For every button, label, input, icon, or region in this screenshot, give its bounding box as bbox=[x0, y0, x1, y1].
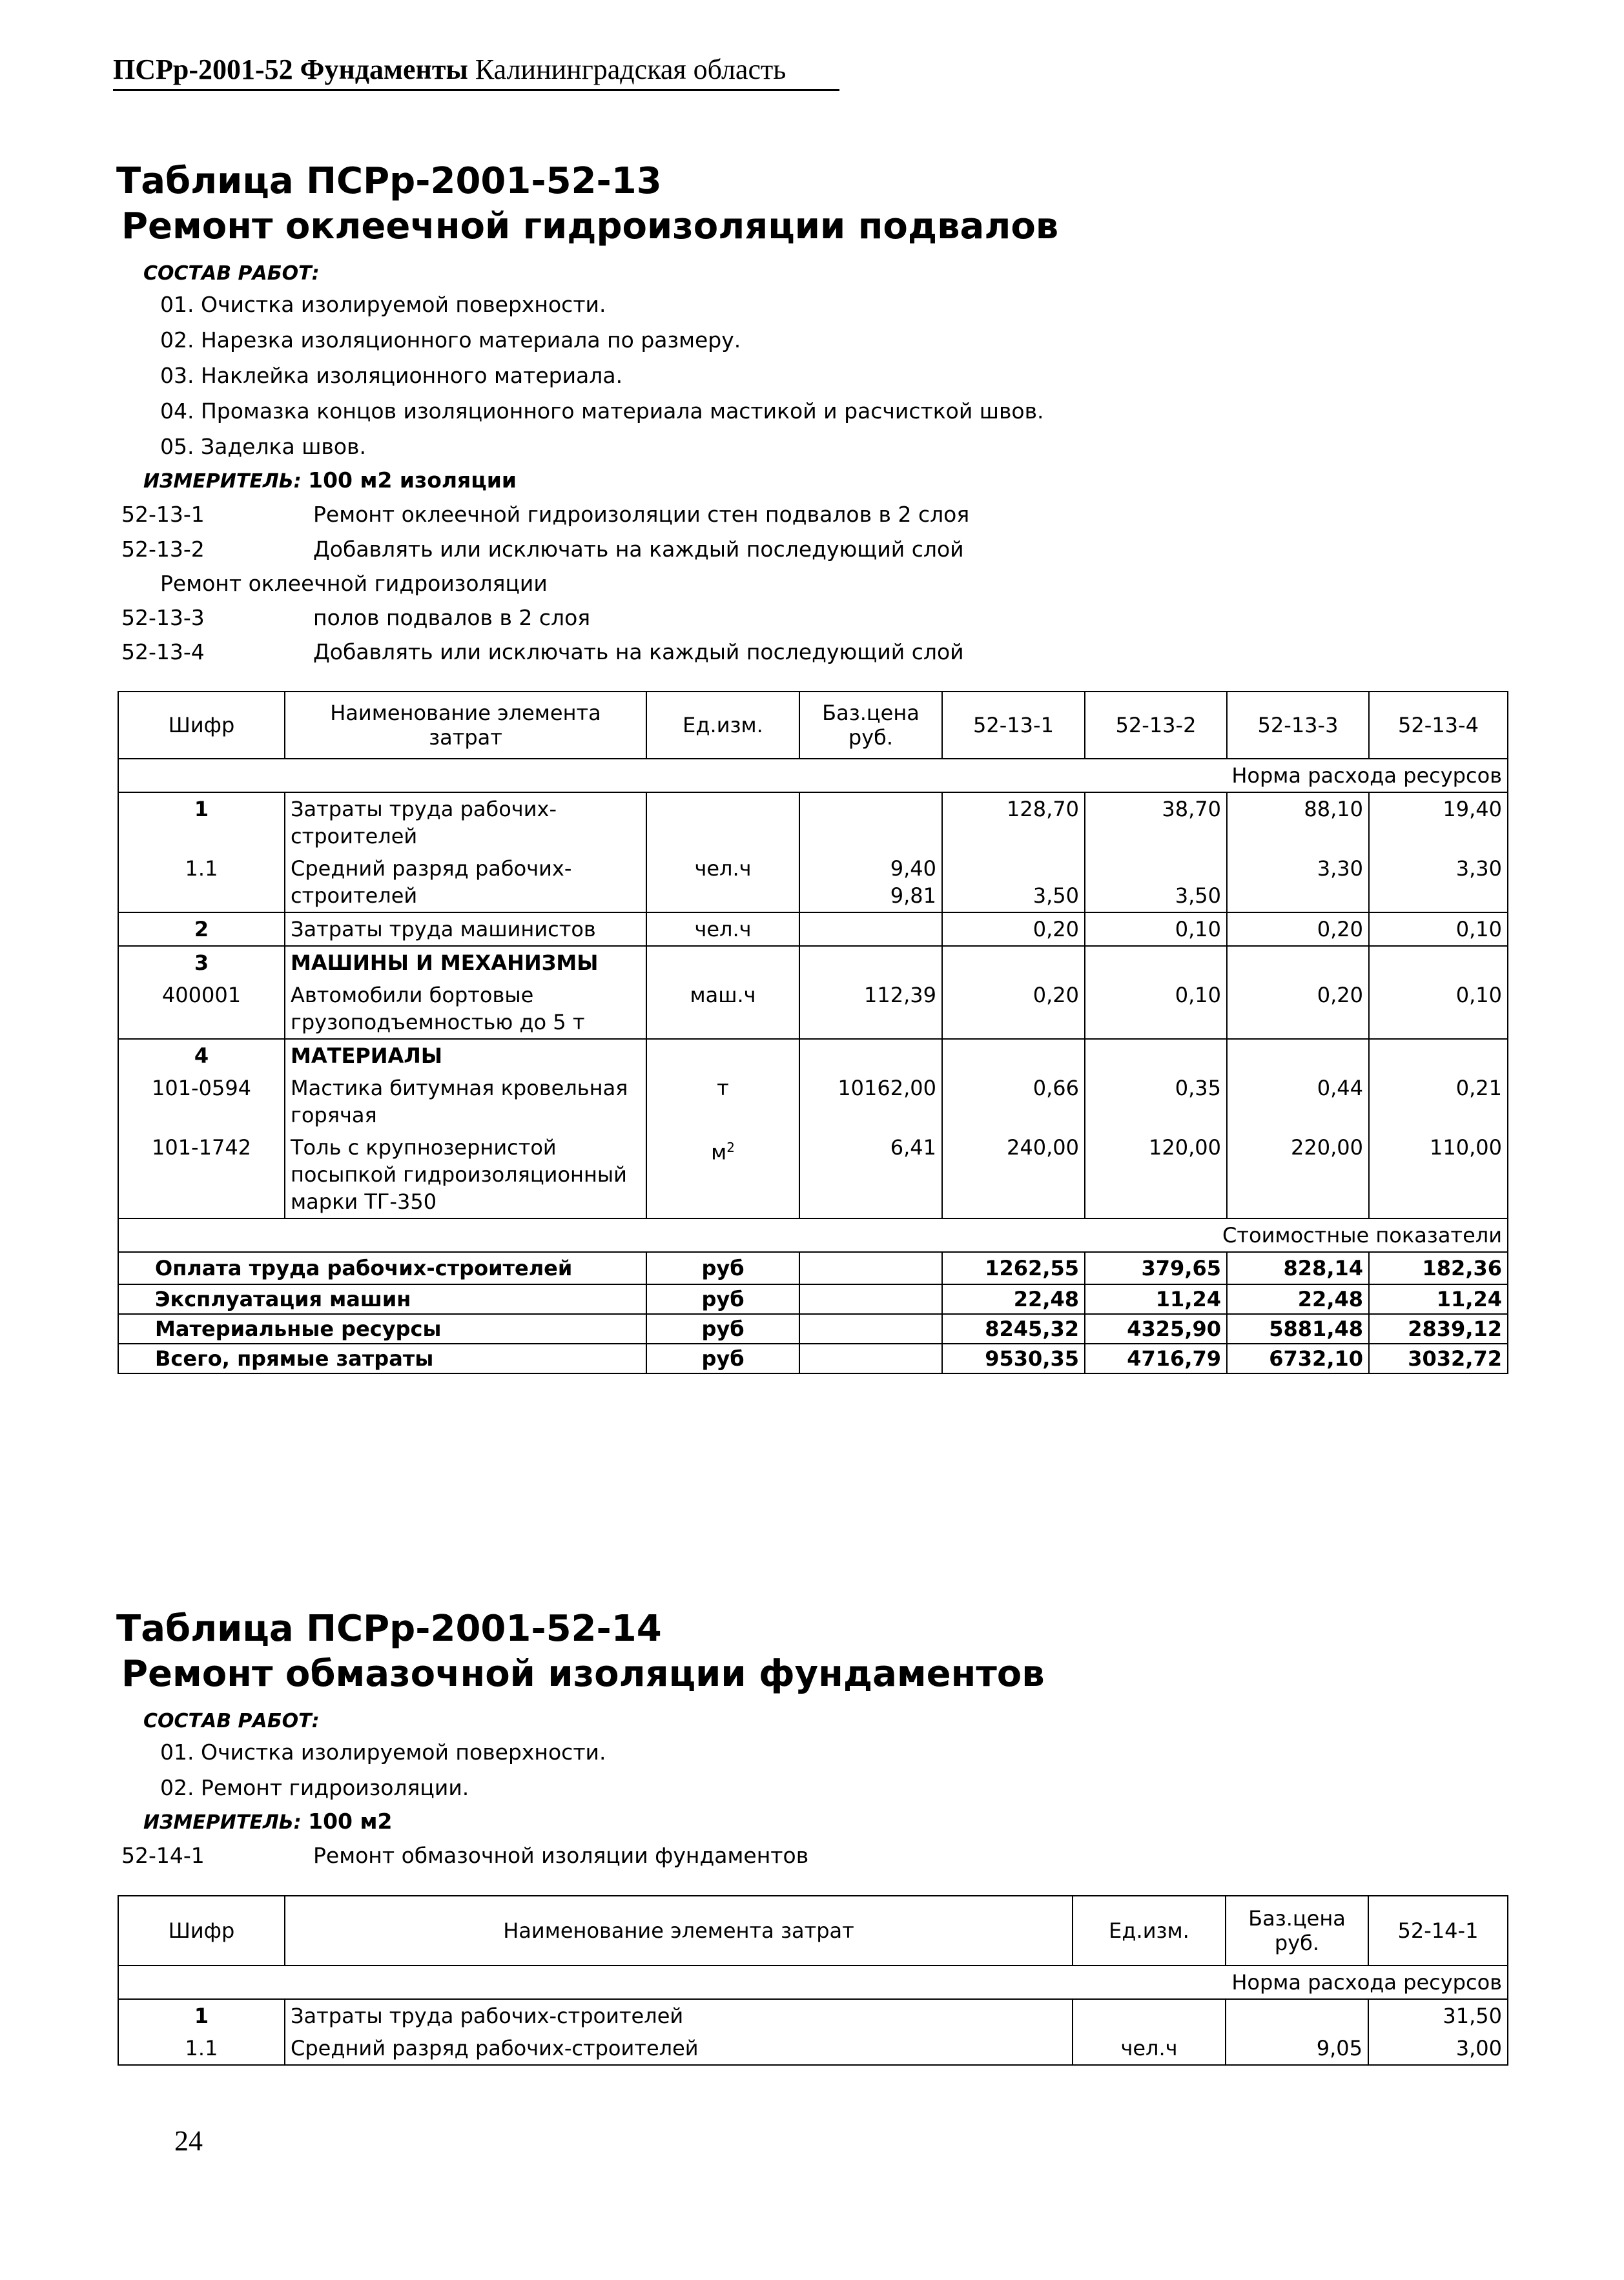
header-region: Калининградская область bbox=[475, 54, 786, 85]
totals-value: 22,48 bbox=[1227, 1284, 1369, 1314]
cell-name: Затраты труда рабочих-строителей bbox=[285, 1999, 1073, 2032]
table-13-work-1: 01. Очистка изолируемой поверхности. bbox=[160, 292, 606, 317]
cell-unit-base: м bbox=[711, 1140, 727, 1165]
cell-empty bbox=[799, 1252, 942, 1284]
col-header: 52-14-1 bbox=[1368, 1896, 1508, 1966]
col-header: Шифр bbox=[118, 692, 285, 759]
cell-code: 4 bbox=[118, 1039, 285, 1072]
cell-code: 3 bbox=[118, 946, 285, 979]
cell-name: Затраты труда машинистов bbox=[285, 912, 646, 946]
totals-value: 2839,12 bbox=[1369, 1314, 1508, 1344]
cell-empty bbox=[1227, 1039, 1369, 1072]
totals-unit: руб bbox=[646, 1252, 799, 1284]
cell-unit: маш.ч bbox=[646, 979, 799, 1039]
totals-value: 8245,32 bbox=[942, 1314, 1085, 1344]
cell-empty bbox=[1369, 1039, 1508, 1072]
table-13-izmeritel bbox=[143, 467, 517, 493]
cell-empty bbox=[942, 1039, 1085, 1072]
totals-value: 1262,55 bbox=[942, 1252, 1085, 1284]
cell-value: 0,10 bbox=[1085, 912, 1227, 946]
header-code: ПСРр-2001-52 Фундаменты bbox=[113, 54, 468, 85]
cell-value: 0,20 bbox=[942, 912, 1085, 946]
table-14-sostav-label: СОСТАВ РАБОТ: bbox=[143, 1710, 320, 1732]
table-section-row bbox=[118, 1039, 1508, 1072]
table-13-work-3: 03. Наклейка изоляционного материала. bbox=[160, 363, 623, 388]
cell-name: Толь с крупнозернистой посыпкой гидроизоляционный марки ТГ-350 bbox=[285, 1131, 646, 1218]
table-14-work-1: 01. Очистка изолируемой поверхности. bbox=[160, 1740, 606, 1765]
cell-empty bbox=[1369, 946, 1508, 979]
cell-unit: чел.ч bbox=[1073, 2032, 1226, 2065]
cell-code: 2 bbox=[118, 912, 285, 946]
table-row bbox=[118, 1131, 1508, 1218]
table-header-row bbox=[118, 1896, 1508, 1966]
cell-value: 0,44 bbox=[1227, 1072, 1369, 1131]
cell-value: 0,66 bbox=[942, 1072, 1085, 1131]
table-13-work-4: 04. Промазка концов изоляционного материала мастикой и расчисткой швов. bbox=[160, 398, 1044, 424]
table-row bbox=[118, 1999, 1508, 2032]
table-13 bbox=[118, 691, 1508, 1374]
cell-value: 240,00 bbox=[942, 1131, 1085, 1218]
table-14-subtitle: Ремонт обмазочной изоляции фундаментов bbox=[121, 1653, 1045, 1695]
table-row bbox=[118, 979, 1508, 1039]
totals-unit: руб bbox=[646, 1344, 799, 1373]
totals-value: 6732,10 bbox=[1227, 1344, 1369, 1373]
totals-row bbox=[118, 1344, 1508, 1373]
table-section-row bbox=[118, 946, 1508, 979]
cell-price bbox=[799, 792, 942, 852]
cell-code: 101-1742 bbox=[118, 1131, 285, 1218]
section-row bbox=[118, 1218, 1508, 1252]
cell-price: 112,39 bbox=[799, 979, 942, 1039]
totals-row bbox=[118, 1284, 1508, 1314]
col-header: 52-13-1 bbox=[942, 692, 1085, 759]
cell-code: 1.1 bbox=[118, 852, 285, 912]
table-row bbox=[118, 792, 1508, 852]
section-cost-label: Стоимостные показатели bbox=[118, 1218, 1508, 1252]
col-header: Шифр bbox=[118, 1896, 285, 1966]
col-header: 52-13-2 bbox=[1085, 692, 1227, 759]
table-row bbox=[118, 1072, 1508, 1131]
norm-code: 52-13-3 bbox=[121, 605, 205, 630]
table-13-title: Таблица ПСРр-2001-52-13 bbox=[116, 160, 662, 202]
totals-value: 9530,35 bbox=[942, 1344, 1085, 1373]
totals-value: 11,24 bbox=[1085, 1284, 1227, 1314]
cell-code: 400001 bbox=[118, 979, 285, 1039]
page-number: 24 bbox=[174, 2125, 203, 2157]
cell-value: 3,30 bbox=[1369, 852, 1508, 912]
totals-name: Материальные ресурсы bbox=[118, 1314, 646, 1344]
section-row bbox=[118, 1966, 1508, 1999]
cell-empty bbox=[799, 1284, 942, 1314]
col-header: Наименование элемента затрат bbox=[285, 1896, 1073, 1966]
table-14-izmeritel bbox=[143, 1809, 392, 1834]
cell-value: 19,40 bbox=[1369, 792, 1508, 852]
cell-price bbox=[799, 852, 942, 912]
cell-code: 1 bbox=[118, 792, 285, 852]
table-row bbox=[118, 852, 1508, 912]
table-14-title: Таблица ПСРр-2001-52-14 bbox=[116, 1608, 662, 1650]
section-norm-label: Норма расхода ресурсов bbox=[118, 1966, 1508, 1999]
cell-empty bbox=[799, 1039, 942, 1072]
cell-value: 3,30 bbox=[1227, 852, 1369, 912]
cell-value: 3,00 bbox=[1368, 2032, 1508, 2065]
cell-name: МАШИНЫ И МЕХАНИЗМЫ bbox=[285, 946, 646, 979]
norm-desc: полов подвалов в 2 слоя bbox=[313, 605, 591, 630]
totals-value: 4325,90 bbox=[1085, 1314, 1227, 1344]
cell-code: 1.1 bbox=[118, 2032, 285, 2065]
cell-value: 0,10 bbox=[1369, 912, 1508, 946]
cell-empty bbox=[942, 946, 1085, 979]
cell-value: 38,70 bbox=[1085, 792, 1227, 852]
totals-value: 182,36 bbox=[1369, 1252, 1508, 1284]
totals-name: Всего, прямые затраты bbox=[118, 1344, 646, 1373]
cell-empty bbox=[1085, 1039, 1227, 1072]
cell-empty bbox=[799, 1314, 942, 1344]
table-13-work-5: 05. Заделка швов. bbox=[160, 434, 366, 459]
cell-value: 31,50 bbox=[1368, 1999, 1508, 2032]
izmeritel-label: ИЗМЕРИТЕЛЬ: bbox=[143, 470, 302, 493]
cell-unit bbox=[1073, 1999, 1226, 2032]
norm-code: 52-13-2 bbox=[121, 537, 205, 562]
cell-value: 3,50 bbox=[942, 852, 1085, 912]
cell-unit: т bbox=[646, 1072, 799, 1131]
cell-value: 0,35 bbox=[1085, 1072, 1227, 1131]
cell-value: 0,21 bbox=[1369, 1072, 1508, 1131]
totals-row bbox=[118, 1252, 1508, 1284]
norm-group: Ремонт оклеечной гидроизоляции bbox=[160, 571, 548, 596]
section-row bbox=[118, 759, 1508, 792]
norm-desc: Добавлять или исключать на каждый последующий слой bbox=[313, 537, 964, 562]
header-rule bbox=[113, 89, 839, 91]
cell-value: 110,00 bbox=[1369, 1131, 1508, 1218]
table-14 bbox=[118, 1895, 1508, 2066]
col-header: 52-13-3 bbox=[1227, 692, 1369, 759]
norm-code: 52-14-1 bbox=[121, 1843, 205, 1868]
col-header: Баз.цена руб. bbox=[799, 692, 942, 759]
cell-name: Автомобили бортовые грузоподъемностью до 5 т bbox=[285, 979, 646, 1039]
cell-unit-sup: 2 bbox=[726, 1140, 735, 1155]
totals-value: 11,24 bbox=[1369, 1284, 1508, 1314]
totals-value: 3032,72 bbox=[1369, 1344, 1508, 1373]
cell-value: 0,20 bbox=[942, 979, 1085, 1039]
table-13-work-2: 02. Нарезка изоляционного материала по размеру. bbox=[160, 327, 741, 353]
cell-price-1: 9,40 bbox=[890, 856, 936, 881]
totals-unit: руб bbox=[646, 1284, 799, 1314]
cell-value: 0,20 bbox=[1227, 979, 1369, 1039]
cell-price-2: 9,81 bbox=[890, 883, 936, 908]
cell-empty bbox=[799, 946, 942, 979]
cell-empty bbox=[1085, 946, 1227, 979]
table-row bbox=[118, 2032, 1508, 2065]
totals-name: Оплата труда рабочих-строителей bbox=[118, 1252, 646, 1284]
col-header: Наименование элемента затрат bbox=[285, 692, 646, 759]
cell-empty bbox=[799, 1344, 942, 1373]
table-13-subtitle: Ремонт оклеечной гидроизоляции подвалов bbox=[121, 205, 1059, 247]
norm-code: 52-13-4 bbox=[121, 639, 205, 664]
totals-value: 4716,79 bbox=[1085, 1344, 1227, 1373]
cell-price bbox=[1226, 1999, 1368, 2032]
table-14-work-2: 02. Ремонт гидроизоляции. bbox=[160, 1775, 469, 1800]
cell-name: Мастика битумная кровельная горячая bbox=[285, 1072, 646, 1131]
cell-empty bbox=[646, 1039, 799, 1072]
cell-value: 128,70 bbox=[942, 792, 1085, 852]
cell-name: Средний разряд рабочих-строителей bbox=[285, 852, 646, 912]
norm-desc: Ремонт обмазочной изоляции фундаментов bbox=[313, 1843, 809, 1868]
cell-unit bbox=[646, 1131, 799, 1218]
totals-value: 22,48 bbox=[942, 1284, 1085, 1314]
running-header bbox=[113, 53, 786, 86]
cell-unit: чел.ч bbox=[646, 912, 799, 946]
cell-price bbox=[799, 912, 942, 946]
cell-price: 6,41 bbox=[799, 1131, 942, 1218]
totals-name: Эксплуатация машин bbox=[118, 1284, 646, 1314]
cell-code: 101-0594 bbox=[118, 1072, 285, 1131]
cell-empty bbox=[1227, 946, 1369, 979]
norm-desc: Ремонт оклеечной гидроизоляции стен подвалов в 2 слоя bbox=[313, 502, 970, 527]
cell-value: 220,00 bbox=[1227, 1131, 1369, 1218]
section-norm-label: Норма расхода ресурсов bbox=[118, 759, 1508, 792]
cell-unit bbox=[646, 792, 799, 852]
cell-value: 120,00 bbox=[1085, 1131, 1227, 1218]
col-header: Ед.изм. bbox=[1073, 1896, 1226, 1966]
norm-desc: Добавлять или исключать на каждый последующий слой bbox=[313, 639, 964, 664]
norm-code: 52-13-1 bbox=[121, 502, 205, 527]
cell-value: 0,10 bbox=[1085, 979, 1227, 1039]
cell-name: Затраты труда рабочих-строителей bbox=[285, 792, 646, 852]
izmeritel-value: 100 м2 bbox=[308, 1809, 393, 1834]
cell-code: 1 bbox=[118, 1999, 285, 2032]
cell-value: 0,10 bbox=[1369, 979, 1508, 1039]
cell-unit: чел.ч bbox=[646, 852, 799, 912]
cell-value: 88,10 bbox=[1227, 792, 1369, 852]
cell-name: Средний разряд рабочих-строителей bbox=[285, 2032, 1073, 2065]
totals-row bbox=[118, 1314, 1508, 1344]
totals-value: 5881,48 bbox=[1227, 1314, 1369, 1344]
col-header: Ед.изм. bbox=[646, 692, 799, 759]
cell-name: МАТЕРИАЛЫ bbox=[285, 1039, 646, 1072]
table-row bbox=[118, 912, 1508, 946]
cell-empty bbox=[646, 946, 799, 979]
izmeritel-value: 100 м2 изоляции bbox=[308, 467, 517, 493]
cell-value: 0,20 bbox=[1227, 912, 1369, 946]
totals-unit: руб bbox=[646, 1314, 799, 1344]
cell-price: 10162,00 bbox=[799, 1072, 942, 1131]
table-header-row bbox=[118, 692, 1508, 759]
cell-value: 3,50 bbox=[1085, 852, 1227, 912]
izmeritel-label: ИЗМЕРИТЕЛЬ: bbox=[143, 1811, 302, 1834]
table-13-sostav-label: СОСТАВ РАБОТ: bbox=[143, 262, 320, 285]
cell-price: 9,05 bbox=[1226, 2032, 1368, 2065]
totals-value: 379,65 bbox=[1085, 1252, 1227, 1284]
totals-value: 828,14 bbox=[1227, 1252, 1369, 1284]
col-header: 52-13-4 bbox=[1369, 692, 1508, 759]
col-header: Баз.цена руб. bbox=[1226, 1896, 1368, 1966]
